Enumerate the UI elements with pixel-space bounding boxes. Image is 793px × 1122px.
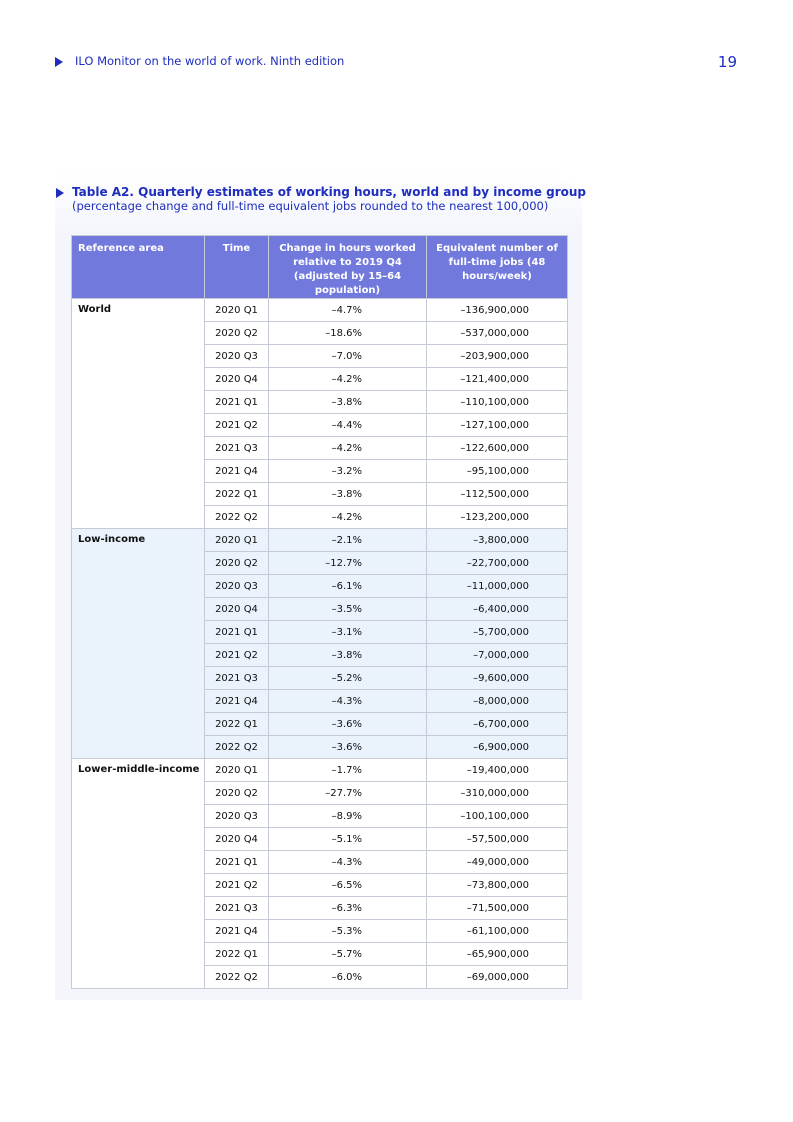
jobs-cell: –57,500,000 <box>427 828 568 851</box>
hours-change-cell: –3.8% <box>269 644 427 667</box>
jobs-cell: –310,000,000 <box>427 782 568 805</box>
time-cell: 2020 Q2 <box>205 322 269 345</box>
hours-change-cell: –3.2% <box>269 460 427 483</box>
hours-change-cell: –1.7% <box>269 759 427 782</box>
page-number: 19 <box>717 53 737 71</box>
hours-change-cell: –5.1% <box>269 828 427 851</box>
hours-change-cell: –4.2% <box>269 506 427 529</box>
time-cell: 2020 Q1 <box>205 529 269 552</box>
table-title: Table A2. Quarterly estimates of working hours, world and by income group <box>72 185 586 199</box>
table-row <box>72 759 568 782</box>
hours-change-cell: –6.1% <box>269 575 427 598</box>
jobs-cell: –22,700,000 <box>427 552 568 575</box>
jobs-cell: –136,900,000 <box>427 299 568 322</box>
time-cell: 2022 Q2 <box>205 966 269 989</box>
hours-change-cell: –18.6% <box>269 322 427 345</box>
triangle-bullet-icon <box>55 57 63 67</box>
hours-change-cell: –4.7% <box>269 299 427 322</box>
jobs-cell: –19,400,000 <box>427 759 568 782</box>
time-cell: 2020 Q2 <box>205 782 269 805</box>
time-cell: 2020 Q3 <box>205 345 269 368</box>
hours-change-cell: –4.2% <box>269 437 427 460</box>
time-cell: 2021 Q1 <box>205 391 269 414</box>
time-cell: 2021 Q3 <box>205 897 269 920</box>
hours-change-cell: –4.3% <box>269 690 427 713</box>
jobs-cell: –65,900,000 <box>427 943 568 966</box>
time-cell: 2020 Q3 <box>205 805 269 828</box>
time-cell: 2020 Q4 <box>205 368 269 391</box>
time-cell: 2020 Q4 <box>205 828 269 851</box>
time-cell: 2021 Q3 <box>205 437 269 460</box>
jobs-cell: –9,600,000 <box>427 667 568 690</box>
page-header <box>55 54 737 74</box>
jobs-cell: –5,700,000 <box>427 621 568 644</box>
hours-change-cell: –3.6% <box>269 736 427 759</box>
hours-change-cell: –4.4% <box>269 414 427 437</box>
time-cell: 2022 Q1 <box>205 943 269 966</box>
hours-change-cell: –6.0% <box>269 966 427 989</box>
jobs-cell: –73,800,000 <box>427 874 568 897</box>
hours-change-cell: –12.7% <box>269 552 427 575</box>
column-header-change-in-hours: Change in hours worked relative to 2019 Q4 (adjusted by 15–64 population) <box>269 236 427 299</box>
jobs-cell: –122,600,000 <box>427 437 568 460</box>
hours-change-cell: –8.9% <box>269 805 427 828</box>
running-title: ILO Monitor on the world of work. Ninth edition <box>75 54 345 68</box>
time-cell: 2021 Q2 <box>205 414 269 437</box>
time-cell: 2022 Q1 <box>205 713 269 736</box>
reference-area-cell: World <box>72 299 205 529</box>
time-cell: 2021 Q4 <box>205 690 269 713</box>
time-cell: 2020 Q4 <box>205 598 269 621</box>
time-cell: 2021 Q1 <box>205 851 269 874</box>
jobs-cell: –49,000,000 <box>427 851 568 874</box>
jobs-cell: –3,800,000 <box>427 529 568 552</box>
hours-change-cell: –3.5% <box>269 598 427 621</box>
jobs-cell: –537,000,000 <box>427 322 568 345</box>
table-row <box>72 529 568 552</box>
hours-change-cell: –3.1% <box>269 621 427 644</box>
jobs-cell: –100,100,000 <box>427 805 568 828</box>
hours-change-cell: –3.6% <box>269 713 427 736</box>
hours-change-cell: –4.2% <box>269 368 427 391</box>
triangle-bullet-icon <box>56 188 64 198</box>
hours-change-cell: –6.5% <box>269 874 427 897</box>
jobs-cell: –8,000,000 <box>427 690 568 713</box>
time-cell: 2022 Q1 <box>205 483 269 506</box>
time-cell: 2020 Q1 <box>205 759 269 782</box>
jobs-cell: –69,000,000 <box>427 966 568 989</box>
table-header-row <box>72 236 568 299</box>
hours-change-cell: –5.2% <box>269 667 427 690</box>
jobs-cell: –6,400,000 <box>427 598 568 621</box>
hours-change-cell: –5.7% <box>269 943 427 966</box>
jobs-cell: –7,000,000 <box>427 644 568 667</box>
hours-change-cell: –7.0% <box>269 345 427 368</box>
hours-change-cell: –4.3% <box>269 851 427 874</box>
jobs-cell: –127,100,000 <box>427 414 568 437</box>
jobs-cell: –11,000,000 <box>427 575 568 598</box>
time-cell: 2021 Q2 <box>205 874 269 897</box>
table-subtitle: (percentage change and full-time equivalent jobs rounded to the nearest 100,000) <box>72 199 549 213</box>
jobs-cell: –121,400,000 <box>427 368 568 391</box>
working-hours-table <box>71 235 568 989</box>
table-caption <box>56 185 586 213</box>
jobs-cell: –203,900,000 <box>427 345 568 368</box>
time-cell: 2020 Q3 <box>205 575 269 598</box>
jobs-cell: –123,200,000 <box>427 506 568 529</box>
column-header-equivalent-jobs: Equivalent number of full-time jobs (48 hours/week) <box>427 236 568 299</box>
time-cell: 2022 Q2 <box>205 506 269 529</box>
time-cell: 2022 Q2 <box>205 736 269 759</box>
hours-change-cell: –3.8% <box>269 391 427 414</box>
jobs-cell: –6,700,000 <box>427 713 568 736</box>
jobs-cell: –61,100,000 <box>427 920 568 943</box>
table-row <box>72 299 568 322</box>
reference-area-cell: Lower-middle-income <box>72 759 205 989</box>
jobs-cell: –110,100,000 <box>427 391 568 414</box>
jobs-cell: –112,500,000 <box>427 483 568 506</box>
time-cell: 2021 Q1 <box>205 621 269 644</box>
time-cell: 2020 Q2 <box>205 552 269 575</box>
time-cell: 2021 Q2 <box>205 644 269 667</box>
hours-change-cell: –5.3% <box>269 920 427 943</box>
hours-change-cell: –3.8% <box>269 483 427 506</box>
jobs-cell: –95,100,000 <box>427 460 568 483</box>
reference-area-cell: Low-income <box>72 529 205 759</box>
jobs-cell: –71,500,000 <box>427 897 568 920</box>
jobs-cell: –6,900,000 <box>427 736 568 759</box>
hours-change-cell: –6.3% <box>269 897 427 920</box>
time-cell: 2020 Q1 <box>205 299 269 322</box>
time-cell: 2021 Q4 <box>205 920 269 943</box>
column-header-time: Time <box>205 236 269 299</box>
time-cell: 2021 Q3 <box>205 667 269 690</box>
hours-change-cell: –27.7% <box>269 782 427 805</box>
hours-change-cell: –2.1% <box>269 529 427 552</box>
column-header-reference-area: Reference area <box>72 236 205 299</box>
time-cell: 2021 Q4 <box>205 460 269 483</box>
table-body <box>72 299 568 989</box>
